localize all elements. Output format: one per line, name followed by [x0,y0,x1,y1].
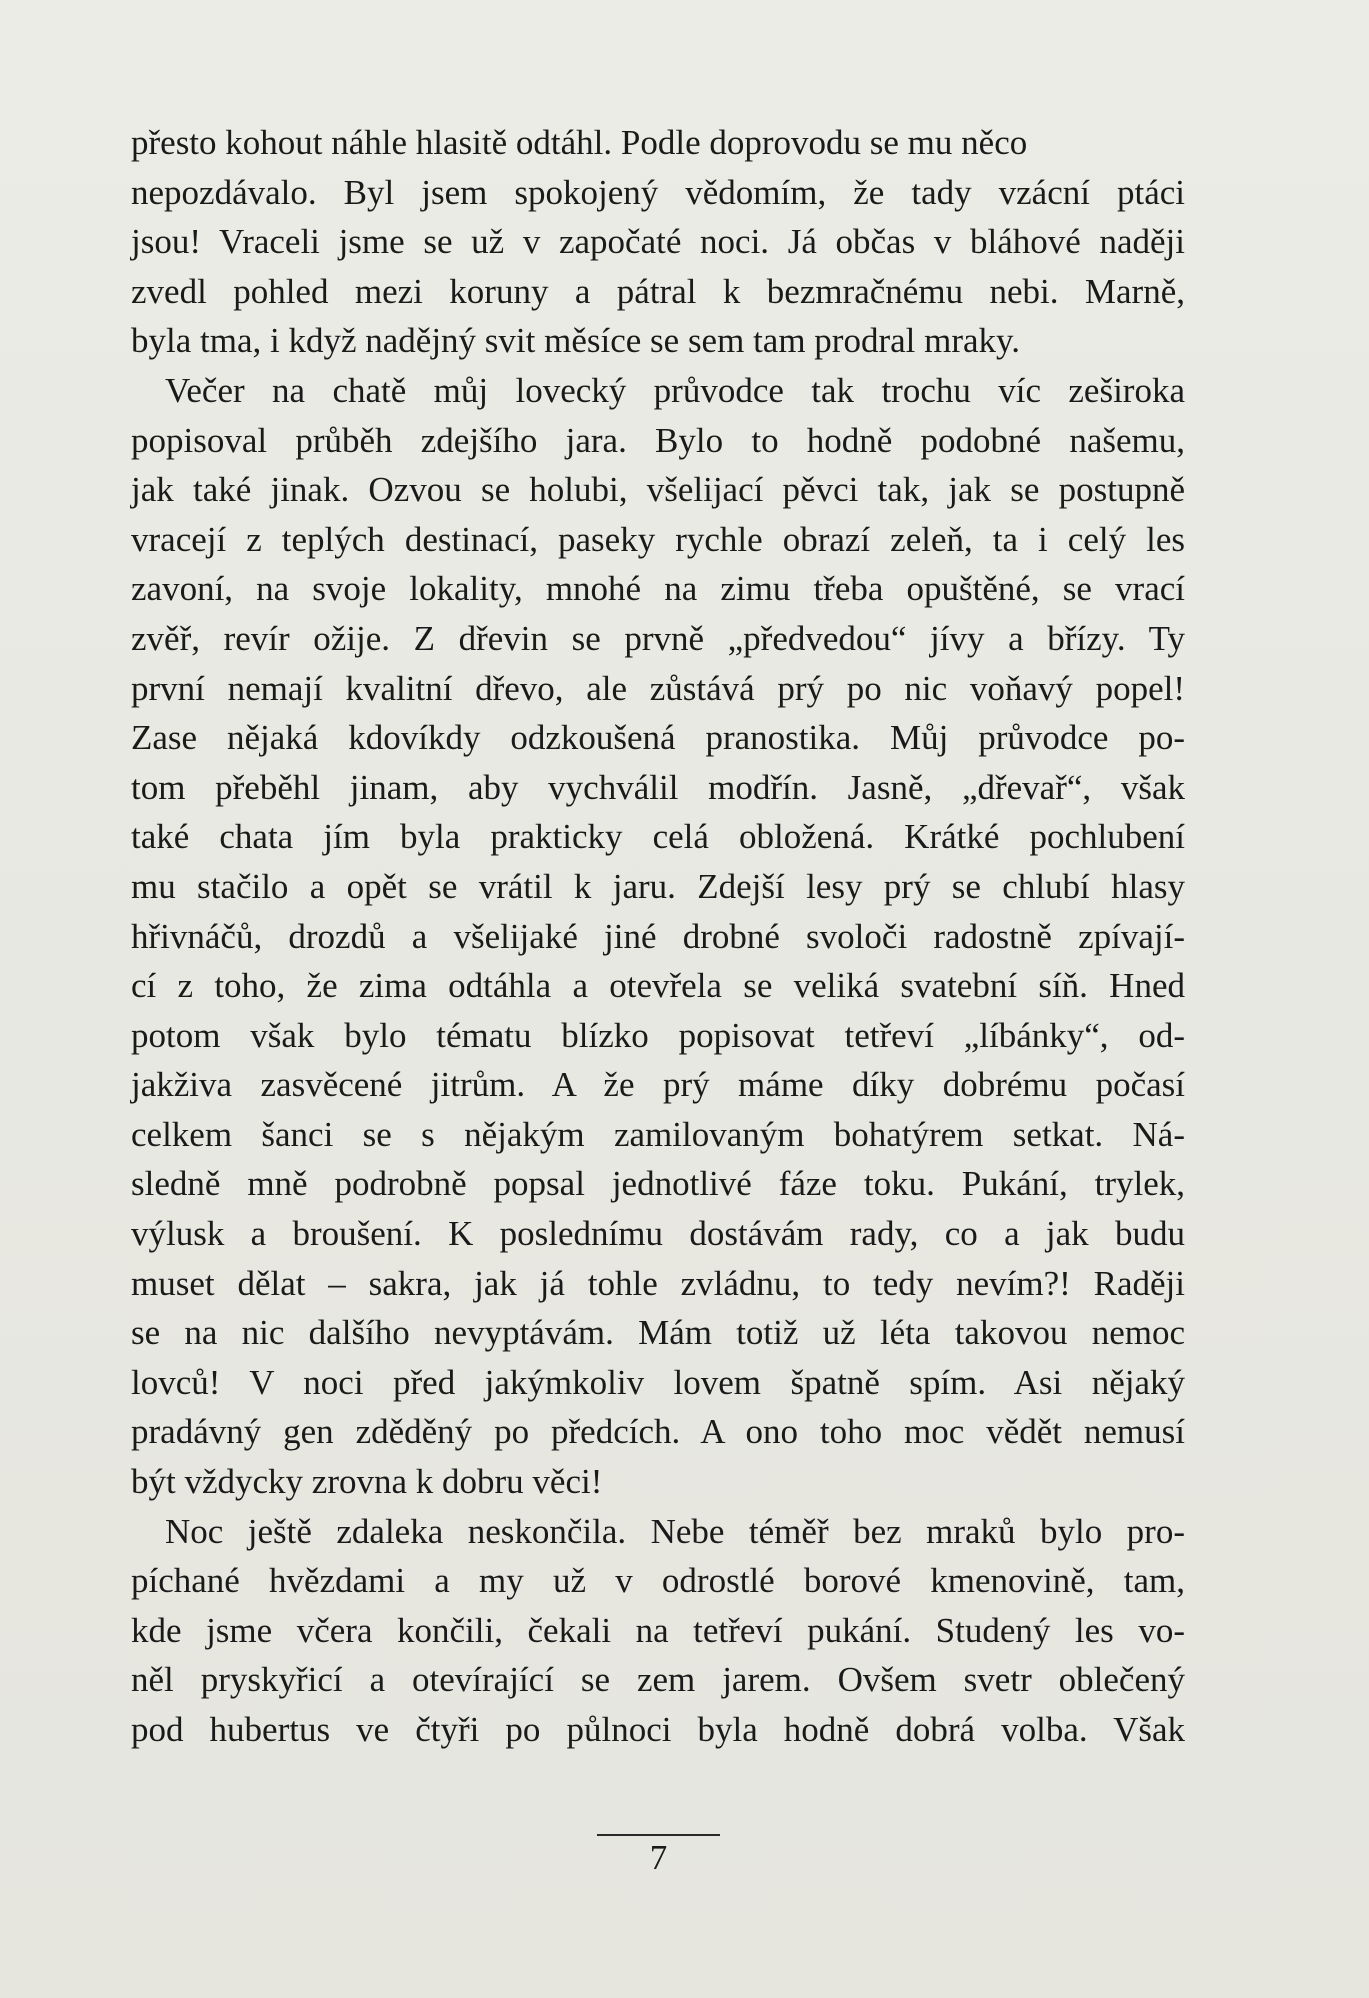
text-line: cí z toho, že zima odtáhla a otevřela se veliká svatební síň. Hned [131,966,1185,1006]
text-line: zvěř, revír ožije. Z dřevin se prvně „předvedou“ jívy a břízy. Ty [131,618,1185,658]
text-line: lovců! V noci před jakýmkoliv lovem špatně spím. Asi nějaký [131,1362,1185,1402]
text-line: také chata jím byla prakticky celá obložená. Krátké pochlubení [131,817,1185,857]
text-line: popisoval průběh zdejšího jara. Bylo to hodně podobné našemu, [131,420,1185,460]
text-line: pradávný gen zděděný po předcích. A ono toho moc vědět nemusí [131,1412,1185,1452]
text-line: Večer na chatě můj lovecký průvodce tak trochu víc zeširoka [165,370,1185,410]
text-line: něl pryskyřicí a otevírající se zem jarem. Ovšem svetr oblečený [131,1660,1185,1700]
text-line: hřivnáčů, drozdů a všelijaké jiné drobné svoloči radostně zpívají- [131,916,1185,956]
text-line: celkem šanci se s nějakým zamilovaným bohatýrem setkat. Ná- [131,1114,1185,1154]
body-text [131,118,1185,1755]
text-line: vracejí z teplých destinací, paseky rychle obrazí zeleň, ta i celý les [131,519,1185,559]
text-line: výlusk a broušení. K poslednímu dostávám rady, co a jak budu [131,1214,1185,1254]
text-line: Zase nějaká kdovíkdy odzkoušená pranostika. Můj průvodce po- [131,718,1185,758]
text-line: byla tma, i když nadějný svit měsíce se sem tam prodral mraky. [131,321,1021,361]
text-line: potom však bylo tématu blízko popisovat tetřeví „líbánky“, od- [131,1015,1185,1055]
text-line: první nemají kvalitní dřevo, ale zůstává prý po nic voňavý popel! [131,668,1185,708]
text-line: být vždycky zrovna k dobru věci! [131,1462,603,1502]
text-line: se na nic dalšího nevyptávám. Mám totiž už léta takovou nemoc [131,1313,1185,1353]
text-line: nepozdávalo. Byl jsem spokojený vědomím, že tady vzácní ptáci [131,172,1185,212]
text-line: píchané hvězdami a my už v odrostlé borové kmenovině, tam, [131,1561,1185,1601]
text-line: kde jsme včera končili, čekali na tetřeví pukání. Studený les vo- [131,1610,1185,1650]
text-line: muset dělat – sakra, jak já tohle zvládnu, to tedy nevím?! Raději [131,1263,1185,1303]
text-line: Noc ještě zdaleka neskončila. Nebe téměř bez mraků bylo pro- [165,1511,1185,1551]
text-line: zavoní, na svoje lokality, mnohé na zimu třeba opuštěné, se vrací [131,569,1185,609]
text-line: jsou! Vraceli jsme se už v započaté noci. Já občas v bláhové naději [131,222,1185,262]
page-number: 7 [649,1838,668,1877]
text-line: mu stačilo a opět se vrátil k jaru. Zdejší lesy prý se chlubí hlasy [131,866,1185,906]
text-line: jakživa zasvěcené jitrům. A že prý máme díky dobrému počasí [131,1065,1185,1105]
text-line: pod hubertus ve čtyři po půlnoci byla hodně dobrá volba. Však [131,1710,1185,1749]
text-line: zvedl pohled mezi koruny a pátral k bezmračnému nebi. Marně, [131,271,1185,311]
text-line: sledně mně podrobně popsal jednotlivé fáze toku. Pukání, trylek, [131,1164,1185,1204]
text-line: přesto kohout náhle hlasitě odtáhl. Podle doprovodu se mu něco [131,123,1028,162]
text-line: jak také jinak. Ozvou se holubi, všelijací pěvci tak, jak se postupně [131,470,1185,510]
text-line: tom přeběhl jinam, aby vychválil modřín. Jasně, „dřevař“, však [131,767,1185,807]
